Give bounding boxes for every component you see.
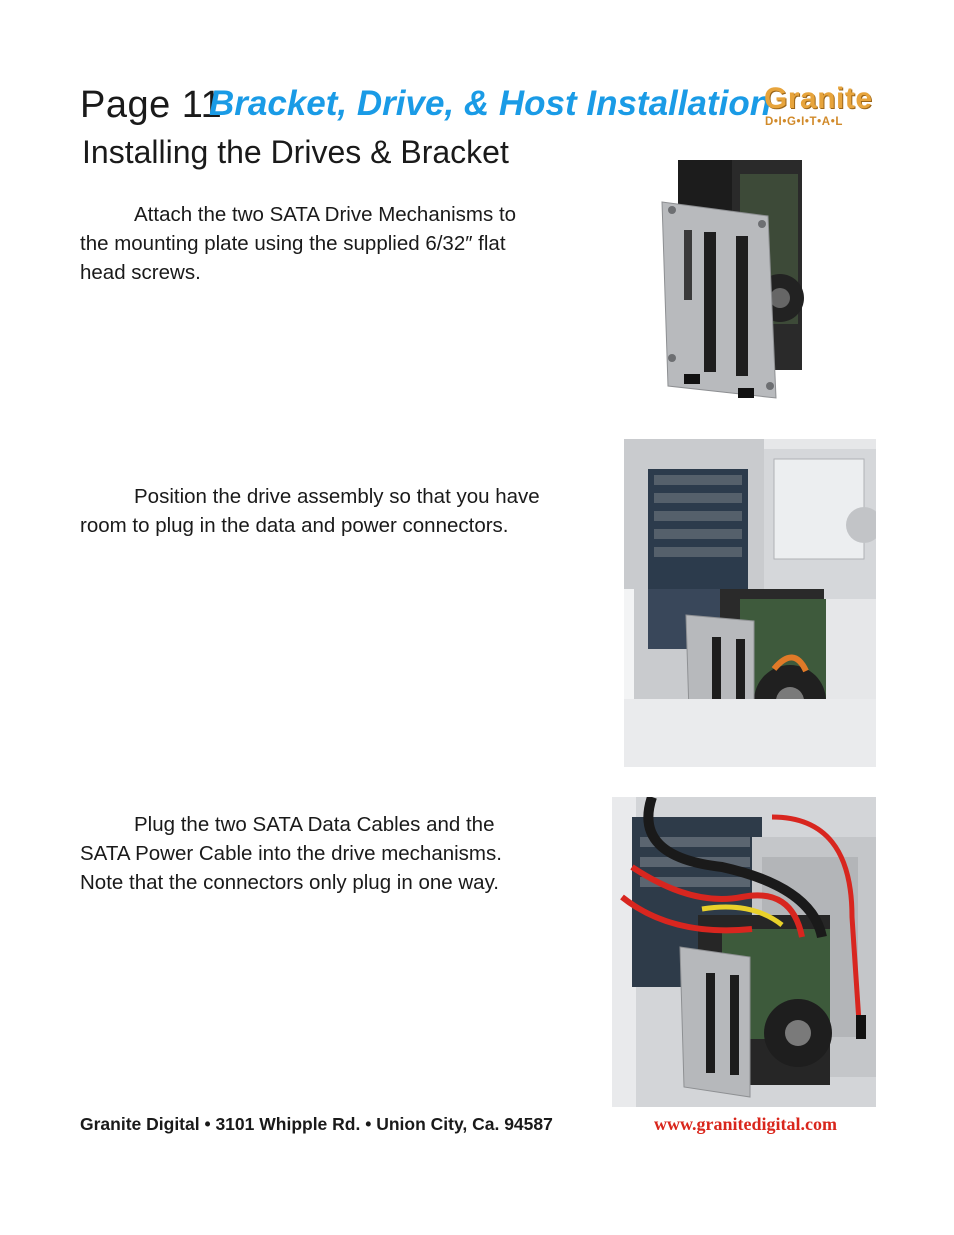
step-2-line-2: room to plug in the data and power connectors. — [80, 514, 509, 537]
step-3-line-1: Plug the two SATA Data Cables and the — [134, 813, 495, 836]
footer-address: Granite Digital • 3101 Whipple Rd. • Union City, Ca. 94587 — [80, 1114, 553, 1134]
footer-website-link[interactable]: www.granitedigital.com — [654, 1114, 837, 1134]
page-title: Bracket, Drive, & Host Installation — [209, 84, 772, 123]
logo-subtext: D•I•G•I•T•A•L — [765, 116, 843, 128]
granite-digital-logo — [762, 82, 878, 132]
step-1-text — [80, 200, 600, 287]
step-1-line-1: Attach the two SATA Drive Mechanisms to — [134, 203, 517, 226]
section-subtitle: Installing the Drives & Bracket — [82, 134, 509, 170]
cables-connected-photo — [612, 797, 876, 1107]
page-number: Page 11 — [80, 84, 223, 126]
step-3-line-3: Note that the connectors only plug in one way. — [80, 871, 499, 894]
step-1-line-2: the mounting plate using the supplied 6/32″ flat — [80, 232, 506, 255]
step-1-line-3: head screws. — [80, 261, 201, 284]
step-3-text — [80, 810, 600, 897]
drive-assembly-in-case-photo — [624, 439, 876, 767]
step-2-line-1: Position the drive assembly so that you have — [134, 485, 540, 508]
logo-word: Granite — [764, 82, 873, 115]
step-3-line-2: SATA Power Cable into the drive mechanisms. — [80, 842, 502, 865]
step-2-text — [80, 482, 600, 540]
drive-bracket-photo — [658, 148, 804, 412]
